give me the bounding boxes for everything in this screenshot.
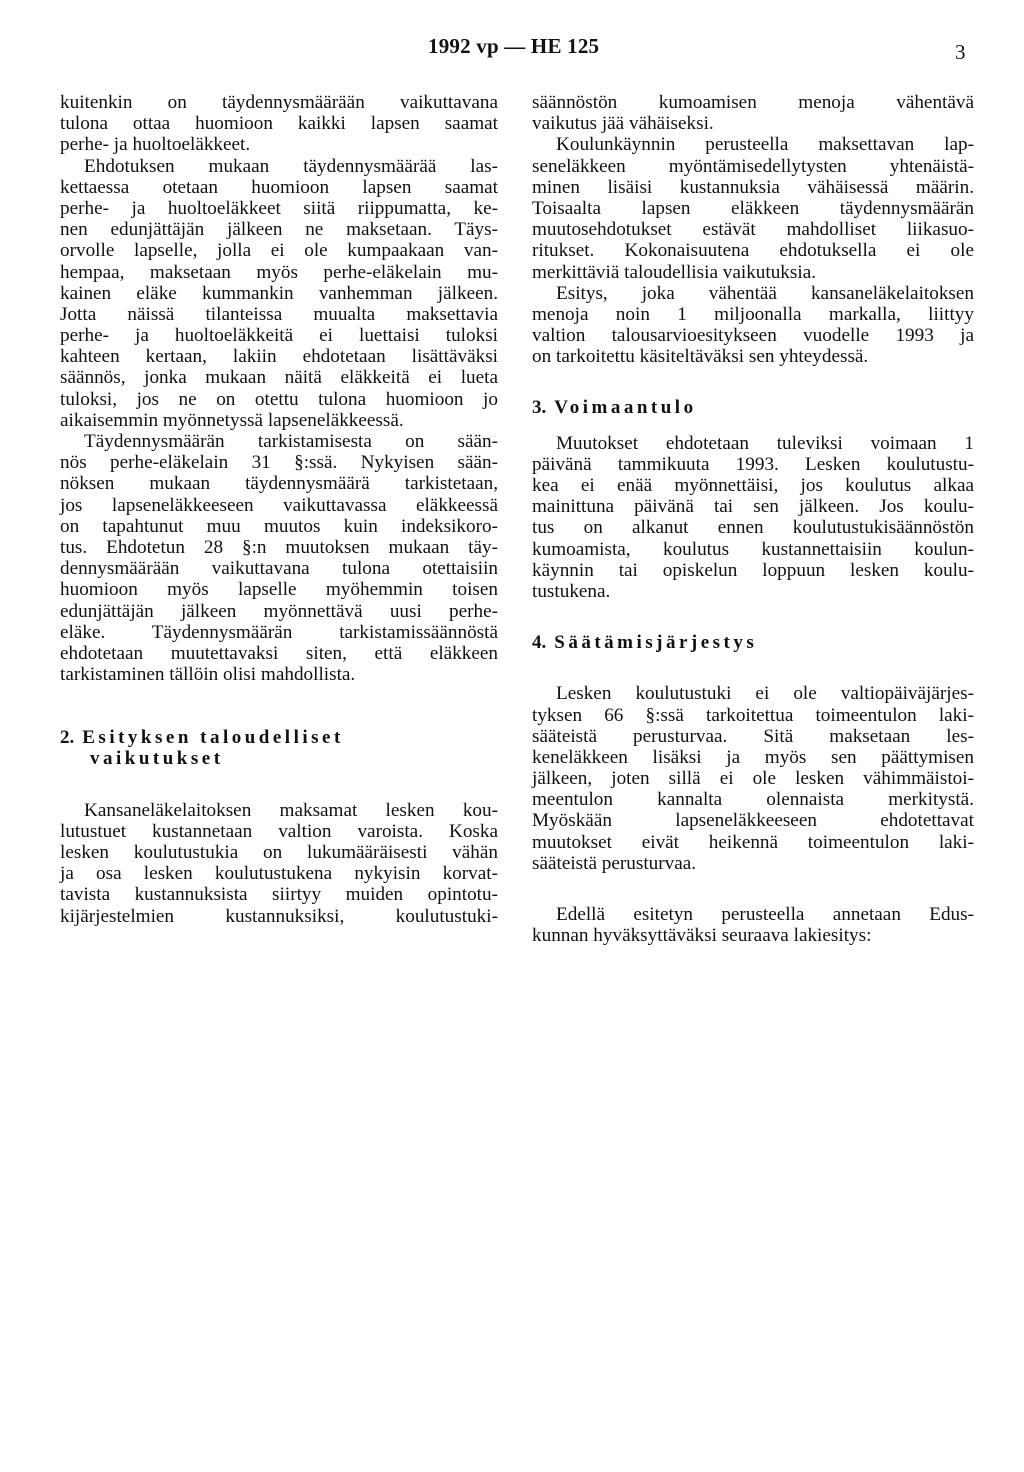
text-line: tustukena. [532,580,611,602]
text-line: nen edunjättäjän jälkeen ne maksetaan. Täys- [60,219,498,241]
text-line: tuloksi, jos ne on otettu tulona huomioon jo [60,388,498,410]
text-line: Muutokset ehdotetaan tuleviksi voimaan 1 [556,432,974,454]
text-line: meentulon kannalta olennaista merkitystä. [532,789,974,811]
text-line: Koulunkäynnin perusteella maksettavan lap- [556,134,974,156]
text-line: orvolle lapselle, jolla ei ole kumpaakaan van- [60,240,498,262]
section-title-line1: Esityksen taloudelliset [82,727,344,749]
text-line: nös perhe-eläkelain 31 §:ssä. Nykyisen sään- [60,452,498,474]
text-line: lesken koulutustukia on lukumääräisesti vähän [60,842,498,863]
paragraph [532,904,974,946]
text-line: tus on alkanut ennen koulutustukisäännöstön [532,517,974,539]
text-line: kuitenkin on täydennysmäärään vaikuttavana [60,92,498,113]
text-line: menoja noin 1 miljoonalla markalla, liittyy [532,303,974,325]
text-line: on tarkoitettu käsiteltäväksi sen yhteydessä. [532,346,869,368]
text-line: Lesken koulutustuki ei ole valtiopäiväjärjes- [556,683,974,705]
page-header [0,34,1024,64]
text-line: Edellä esitetyn perusteella annetaan Edus- [556,904,974,925]
section-number: 2. [60,727,75,749]
text-line: perhe- ja huoltoeläkkeet siitä riippumatta, ke- [60,197,498,219]
text-line: minen lisäisi kustannuksia vähäisessä määrin. [532,176,974,198]
paragraph [532,433,974,603]
text-line: kunnan hyväksyttäväksi seuraava lakiesitys: [532,925,872,947]
paragraph [532,134,974,282]
text-line: kainen eläke kummankin vanhemman jälkeen. [60,282,498,304]
text-line: Kansaneläkelaitoksen maksamat lesken kou- [84,799,498,821]
text-line: ja osa lesken koulutustukena nykyisin korvat- [60,863,498,885]
right-column [532,92,974,946]
text-line: mainittuna päivänä tai sen jälkeen. Jos koulu- [532,496,974,518]
text-line: Esitys, joka vähentää kansaneläkelaitoksen [556,282,974,304]
paragraph [60,800,498,927]
paragraph [532,683,974,874]
section-title-line2: vaikutukset [90,748,224,770]
text-line: tus. Ehdotetun 28 §:n muutoksen mukaan täy- [60,536,498,558]
text-line: Toisaalta lapsen eläkkeen täydennysmäärän [532,197,974,219]
paragraph [532,283,974,368]
text-line: huomioon myös lapselle myöhemmin toisen [60,579,498,601]
text-line: ehdotetaan muutettavaksi siten, että eläkkeen [60,642,498,664]
text-line: merkittäviä taloudellisia vaikutuksia. [532,261,817,283]
paragraph [60,92,498,156]
text-line: jos lapseneläkkeeseen vaikuttavassa eläkkeessä [60,494,498,516]
section-number: 3. [532,397,547,419]
text-line: Jotta näissä tilanteissa muualta maksettavia [60,303,498,325]
page-number: 3 [955,40,966,64]
text-line: aikaisemmin myönnetyssä lapseneläkkeessä. [60,409,404,431]
text-line: nöksen mukaan täydennysmäärä tarkistetaan, [60,473,498,495]
section-title: Säätämisjärjestys [554,632,758,654]
left-column [60,92,498,927]
paragraph [60,156,498,431]
text-line: edunjättäjän jälkeen myönnettävä uusi perhe- [60,600,498,622]
text-line: ritukset. Kokonaisuutena ehdotuksella ei ole [532,240,974,262]
text-line: säännöstön kumoamisen menoja vähentävä [532,92,974,113]
section-heading-4 [532,632,974,653]
text-line: Myöskään lapseneläkkeeseen ehdotettavat [532,810,974,832]
text-line: muutosehdotukset estävät mahdolliset liikasuo- [532,219,974,241]
text-line: kettaessa otetaan huomioon lapsen saamat [60,176,498,198]
text-line: eläke. Täydennysmäärän tarkistamissäännöstä [60,621,498,643]
section-heading-3 [532,397,974,418]
text-line: perhe- ja huoltoeläkkeitä ei luettaisi tuloksi [60,325,498,347]
text-line: on tapahtunut muu muutos kuin indeksikoro- [60,515,498,537]
text-line: kumoamista, koulutus kustannettaisiin koulun- [532,538,974,560]
section-title: Voimaantulo [554,397,697,419]
text-line: kahteen kertaan, lakiin ehdotetaan lisättäväksi [60,346,498,368]
section-number: 4. [532,632,547,654]
text-line: sääteistä perusturvaa. Sitä maksetaan les- [532,725,974,747]
section-heading-2 [60,727,498,769]
text-line: muutokset eivät heikennä toimeentulon laki- [532,831,974,853]
text-line: Täydennysmäärän tarkistamisesta on sään- [84,431,498,452]
text-line: dennysmäärään vaikuttavana tulona otettaisiin [60,558,498,580]
text-line: tavista kustannuksista siirtyy muiden opintotu- [60,884,498,906]
text-line: sääteistä perusturvaa. [532,852,697,874]
text-line: tyksen 66 §:ssä tarkoitettua toimeentulon laki- [532,704,974,726]
text-line: päivänä tammikuuta 1993. Lesken koulutustu- [532,453,974,475]
text-line: tarkistaminen tällöin olisi mahdollista. [60,664,356,686]
text-line: kea ei enää myönnettäisi, jos koulutus alkaa [532,475,974,496]
document-reference: 1992 vp — HE 125 [428,34,600,58]
text-line: keneläkkeen lisäksi ja myös sen päättymisen [532,746,974,768]
text-line: tulona ottaa huomioon kaikki lapsen saamat [60,113,498,135]
text-line: vaikutus jää vähäiseksi. [532,113,714,135]
text-line: lutustuet kustannetaan valtion varoista. Koska [60,820,498,842]
text-line: säännös, jonka mukaan näitä eläkkeitä ei lueta [60,367,498,389]
text-line: käynnin tai opiskelun loppuun lesken koulu- [532,559,974,581]
paragraph [60,431,498,685]
text-line: kijärjestelmien kustannuksiksi, koulutustuki- [60,905,498,927]
text-line: hempaa, maksetaan myös perhe-eläkelain mu- [60,261,498,283]
text-line: perhe- ja huoltoeläkkeet. [60,134,251,156]
paragraph [532,92,974,134]
text-line: Ehdotuksen mukaan täydennysmäärää las- [84,155,498,177]
text-line: valtion talousarvioesitykseen vuodelle 1993 ja [532,325,974,347]
text-line: jälkeen, joten sillä ei ole lesken vähimmäistoi- [532,768,974,790]
text-line: seneläkkeen myöntämisedellytysten yhtenäistä- [532,155,974,177]
